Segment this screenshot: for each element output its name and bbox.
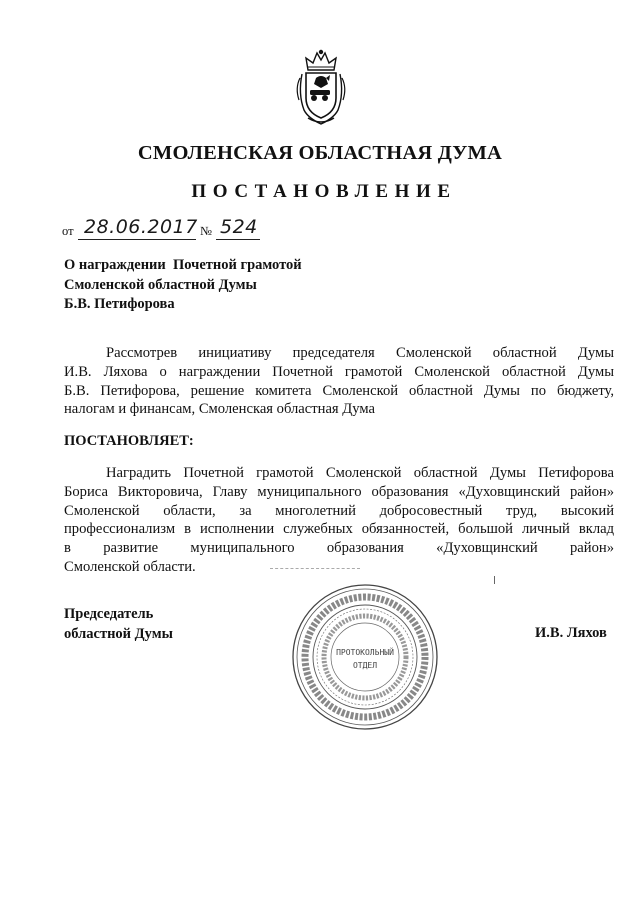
coat-of-arms-icon	[294, 48, 348, 126]
document-subject	[64, 256, 302, 315]
document-type-title: ПОСТАНОВЛЕНИЕ	[191, 181, 457, 202]
stamp-center-line-1: ПРОТОКОЛЬНЫЙ	[336, 648, 394, 657]
resolves-heading: ПОСТАНОВЛЯЕТ:	[64, 433, 194, 449]
preamble-line-2: И.В. Ляхова о награждении Почетной грамотой Смоленской областной Думы	[64, 363, 614, 380]
decision-line-5: в развитие муниципального образования «Духовщинский район»	[64, 540, 614, 557]
subject-line-1: О награждении Почетной грамотой	[64, 257, 302, 273]
signature-title-line-2: областной Думы	[64, 625, 173, 642]
scan-artifact-tick	[494, 576, 495, 584]
organization-title: СМОЛЕНСКАЯ ОБЛАСТНАЯ ДУМА	[137, 142, 503, 164]
signature-title-line-1: Председатель	[64, 606, 154, 622]
scan-artifact	[270, 568, 360, 569]
signature-title	[64, 605, 173, 644]
preamble-line-1: Рассмотрев инициативу председателя Смоленской областной Думы	[106, 345, 614, 361]
subject-line-2: Смоленской областной Думы	[64, 276, 257, 293]
date-from-label: от	[62, 224, 74, 238]
stamp-center-line-2: ОТДЕЛ	[352, 661, 378, 670]
round-seal	[290, 582, 440, 732]
date-number-line	[62, 214, 292, 242]
date-underline	[78, 239, 196, 240]
handwritten-date: 28.06.2017	[84, 216, 198, 238]
decision-line-4: профессионализм в исполнении служебных обязанностей, большой личный вклад	[64, 521, 614, 538]
handwritten-number: 524	[220, 216, 258, 238]
decision-line-6: Смоленской области.	[64, 558, 196, 575]
preamble-line-4: налогам и финансам, Смоленская областная Дума	[64, 401, 375, 418]
preamble-line-3: Б.В. Петифорова, решение комитета Смоленской областной Думы по бюджету,	[64, 382, 614, 399]
decision-line-3: Смоленской области, за многолетний добросовестный труд, высокий	[64, 502, 614, 519]
decision-paragraph	[64, 464, 614, 577]
number-label: №	[200, 224, 212, 238]
signatory-name: И.В. Ляхов	[535, 625, 607, 641]
subject-line-3: Б.В. Петифорова	[64, 296, 175, 312]
decision-line-2: Бориса Викторовича, Главу муниципального образования «Духовщинский район»	[64, 483, 614, 500]
number-underline	[216, 239, 260, 240]
preamble-paragraph	[64, 344, 614, 419]
decision-line-1: Наградить Почетной грамотой Смоленской областной Думы Петифорова	[106, 465, 614, 481]
